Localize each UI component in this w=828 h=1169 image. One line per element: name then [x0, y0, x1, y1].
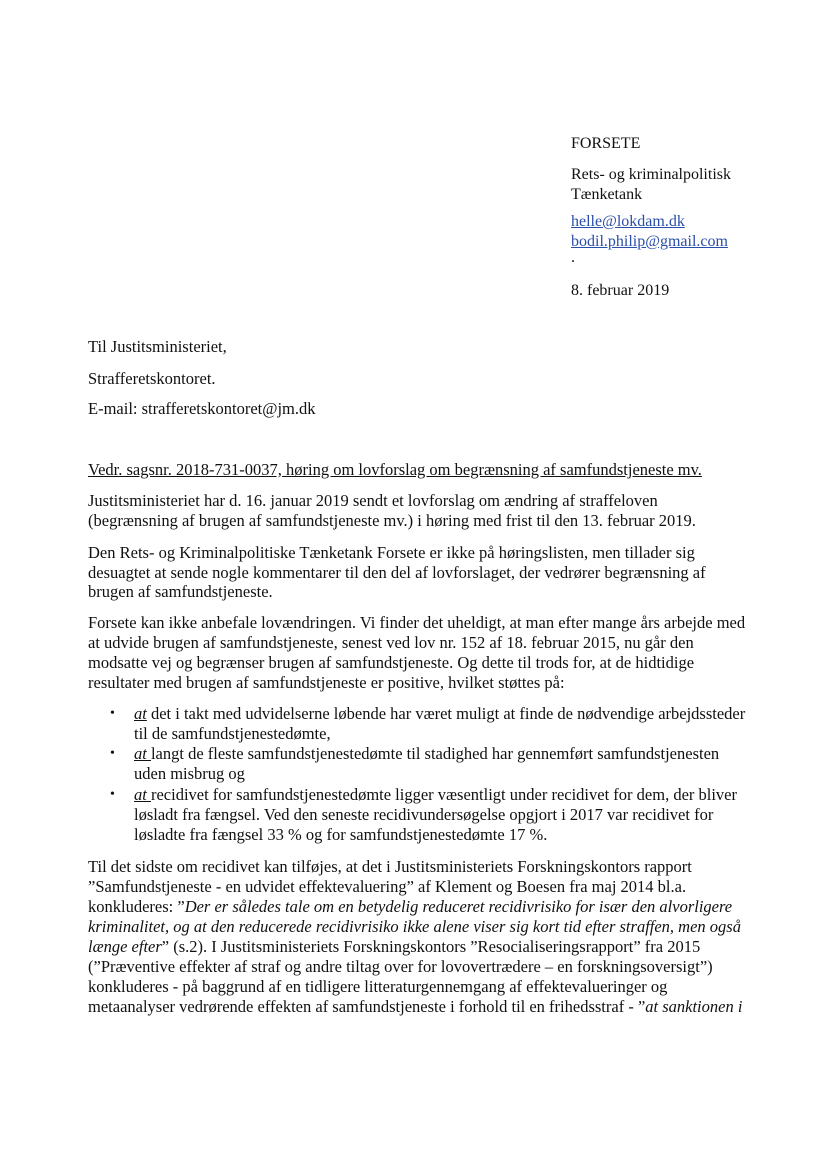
sender-subtitle-1: Rets- og kriminalpolitisk [571, 166, 731, 183]
p4-text: ” (s.2). I Justitsministeriets Forskningskontors ”Resocialiseringsrapport” fra 2015 [161, 937, 701, 956]
recipient-line-3: E-mail: strafferetskontoret@jm.dk [88, 399, 316, 418]
p4-quote: at sanktionen i [645, 997, 743, 1016]
bullet-lead: at [134, 785, 151, 804]
sender-org: FORSETE [571, 135, 641, 152]
p1-line: Justitsministeriet har d. 16. januar 2019 sendt et lovforslag om ændring af straffeloven [88, 491, 658, 510]
p4-line-3 [88, 897, 732, 917]
p4-line-8 [88, 997, 742, 1017]
bullet-marker: • [110, 787, 115, 802]
bullet-2-line-1 [134, 744, 719, 764]
bullet-text: det i takt med udvidelserne løbende har været muligt at finde de nødvendige arbejdssteder [146, 704, 746, 723]
recipient-line-1: Til Justitsministeriet, [88, 337, 227, 356]
bullet-3-line-2: løsladt fra fængsel. Ved den seneste recidivundersøgelse opgjort i 2017 var recidivet for [134, 805, 714, 824]
p3-line: Forsete kan ikke anbefale lovændringen. Vi finder det uheldigt, at man efter mange års arbejde med [88, 613, 746, 632]
bullet-text: recidivet for samfundstjenestedømte ligger væsentligt under recidivet for dem, der bliver [150, 785, 737, 804]
bullet-3-line-1 [134, 785, 737, 805]
p4-text: metaanalyser vedrørende effekten af samfundstjeneste i forhold til en frihedsstraf - ” [88, 997, 646, 1016]
bullet-1-line-1 [134, 704, 745, 724]
email-link-2[interactable]: bodil.philip@gmail.com [571, 233, 728, 250]
bullet-text: langt de fleste samfundstjenestedømte til stadighed har gennemført samfundstjenesten [150, 744, 720, 763]
bullet-marker: • [110, 706, 115, 721]
p3-line: resultater med brugen af samfundstjeneste er positive, hvilket støttes på: [88, 673, 565, 692]
bullet-marker: • [110, 746, 115, 761]
p4-text: konkluderes: ” [88, 897, 185, 916]
bullet-1-line-2: til de samfundstjenestedømte, [134, 724, 331, 743]
p4-line-6: (”Præventive effekter af straf og andre tiltag over for lovovertrædere – en forskningsoversigt”) [88, 957, 713, 976]
p2-line: brugen af samfundstjeneste. [88, 582, 273, 601]
email-link-1[interactable]: helle@lokdam.dk [571, 213, 685, 230]
p3-line: modsatte vej og begrænser brugen af samfundstjeneste. Og dette til trods for, at de hidtidige [88, 653, 695, 672]
p2-line: Den Rets- og Kriminalpolitiske Tænketank Forsete er ikke på høringslisten, men tillader sig [88, 543, 695, 562]
bullet-2-line-2: uden misbrug og [134, 764, 245, 783]
p4-line-7: konkluderes - på baggrund af en tidligere litteraturgennemgang af effektevalueringer og [88, 977, 668, 996]
p2-line: desuagtet at sende nogle kommentarer til den del af lovforslaget, der vedrører begrænsning af [88, 563, 706, 582]
sender-subtitle-2: Tænketank [571, 186, 643, 203]
subject-line: Vedr. sagsnr. 2018-731-0037, høring om lovforslag om begrænsning af samfundstjeneste mv. [88, 460, 702, 479]
p4-quote: længe efter [88, 937, 162, 956]
p4-line-1: Til det sidste om recidivet kan tilføjes, at det i Justitsministeriets Forskningskontors rapport [88, 857, 692, 876]
p4-quote: kriminalitet, og at den reducerede recidivrisiko ikke alene viser sig kort tid efter straffen, men også [88, 917, 741, 936]
p3-line: at udvide brugen af samfundstjeneste, senest ved lov nr. 152 af 18. februar 2015, nu går den [88, 633, 694, 652]
bullet-lead: at [134, 744, 151, 763]
sender-dot: . [571, 249, 575, 266]
p4-line-5 [88, 937, 700, 957]
recipient-line-2: Strafferetskontoret. [88, 369, 216, 388]
p1-line: (begrænsning af brugen af samfundstjeneste mv.) i høring med frist til den 13. februar 2019. [88, 511, 696, 530]
p4-line-2: ”Samfundstjeneste - en udvidet effektevaluering” af Klement og Boesen fra maj 2014 bl.a. [88, 877, 687, 896]
letter-date: 8. februar 2019 [571, 282, 670, 299]
bullet-3-line-3: løsladte fra fængsel 33 % og for samfundstjenestedømte 17 %. [134, 825, 548, 844]
p4-quote: Der er således tale om en betydelig reduceret recidivrisiko for især den alvorligere [184, 897, 733, 916]
bullet-lead: at [134, 704, 147, 723]
p4-line-4 [88, 917, 741, 937]
